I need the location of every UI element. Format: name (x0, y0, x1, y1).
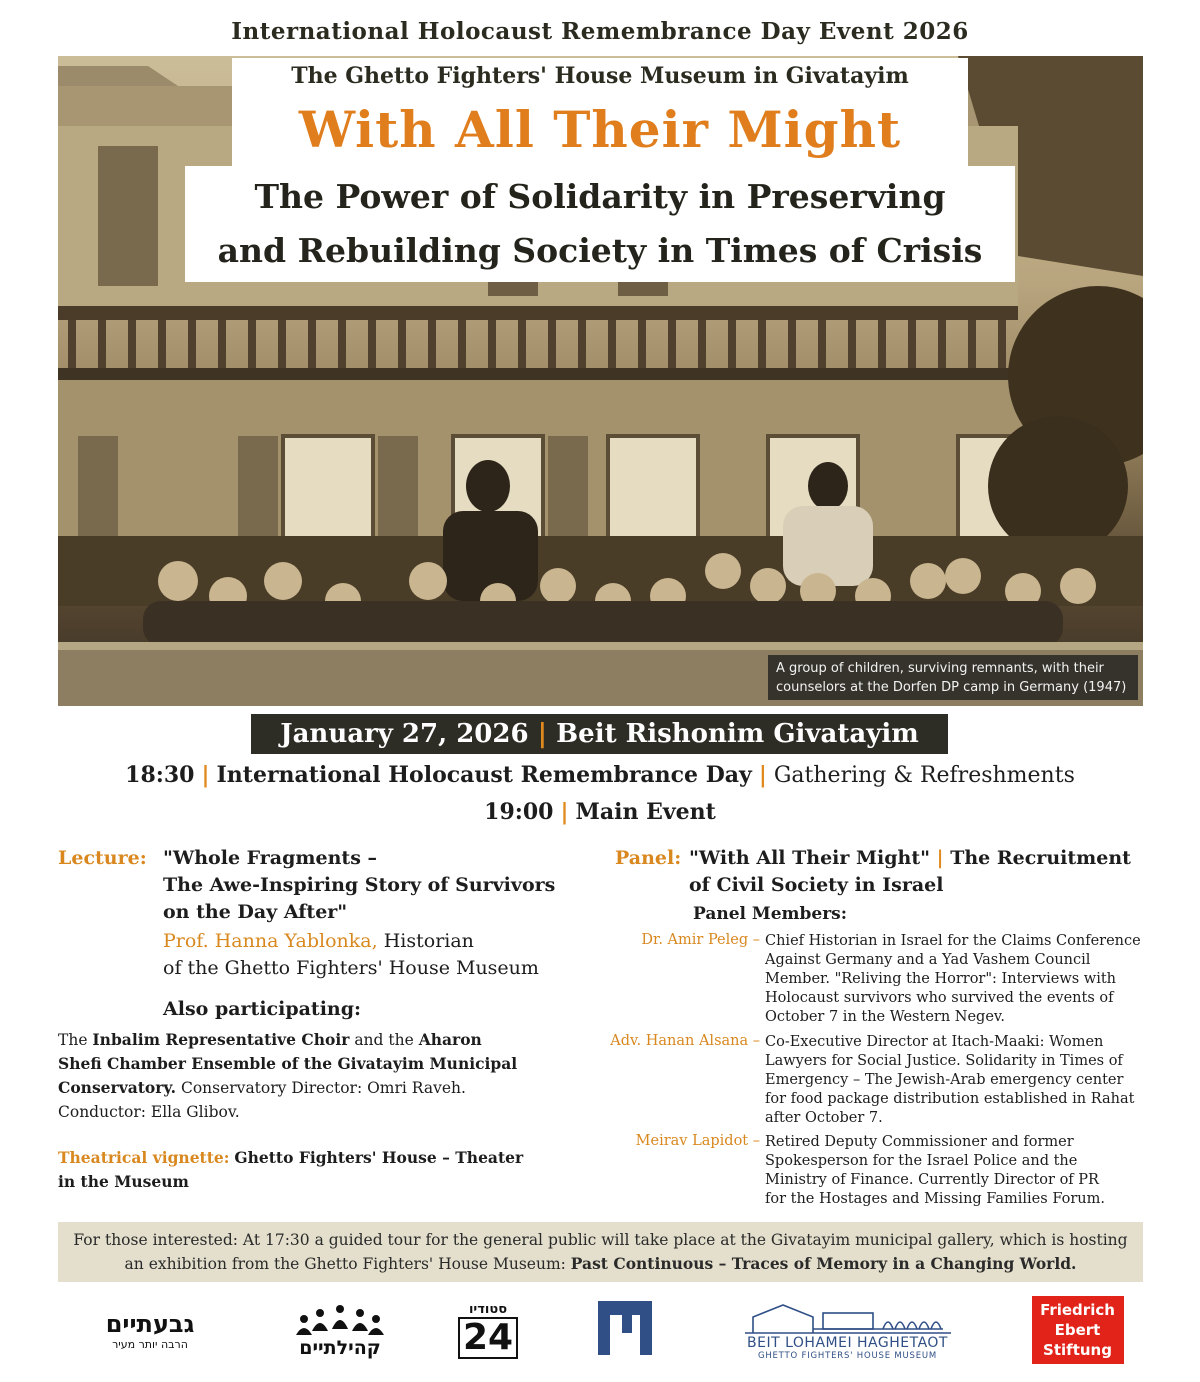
main-title: With All Their Might (298, 100, 902, 159)
museum-building-icon (743, 1299, 953, 1335)
vignette-text-2: in the Museum (58, 1172, 189, 1191)
event-line: International Holocaust Remembrance Day Event 2026 (231, 18, 969, 45)
panel-label: Panel: (615, 847, 682, 869)
event-date: January 27, 2026 (280, 719, 529, 749)
panel-members-heading: Panel Members: (693, 904, 848, 924)
photo-caption (768, 655, 1138, 700)
caption-line-1: A group of children, surviving remnants, with their (776, 661, 1104, 676)
speaker-name: Prof. Hanna Yablonka, (163, 930, 378, 952)
member-2-desc: Co-Executive Director at Itach-Maaki: Women Lawyers for Social Justice. Solidarity in Times of Emergency – The Jewish-Arab emergency center for food package distribution established in Rahat after October 7. (765, 1034, 1135, 1126)
schedule-item-2: Main Event (575, 799, 716, 825)
speaker-role-2: of the Ghetto Fighters' House Museum (163, 957, 539, 979)
note-line-1: For those interested: At 17:30 a guided tour for the general public will take place at the Givatayim municipal gallery, which is hosting (73, 1231, 1128, 1249)
people-icon (290, 1301, 390, 1337)
member-1-desc: Chief Historian in Israel for the Claims Conference Against Germany and a Yad Vashem Council Member. "Reliving the Horror": Interviews with Holocaust survivors who survived the events of October 7 in the Western Negev. (765, 933, 1141, 1025)
subtitle-line-1: The Power of Solidarity in Preserving (254, 177, 946, 216)
panel-title: "With All Their Might" | The Recruitment of Civil Society in Israel (689, 845, 1159, 899)
subtitle-line-2: and Rebuilding Society in Times of Crisis (217, 231, 983, 270)
speaker-role-1: Historian (383, 930, 474, 952)
lecture-speaker (163, 928, 583, 982)
givatayim-logo: גבעתיים הרבה יותר מעיר (105, 1309, 195, 1351)
schedule-line-1 (0, 762, 1200, 788)
panel-title-rest: The Recruitment (950, 847, 1131, 869)
time-2: 19:00 (484, 799, 554, 825)
sep-1: | (201, 762, 210, 788)
vignette-text-1: Ghetto Fighters' House – Theater (234, 1148, 524, 1167)
time-1: 18:30 (125, 762, 195, 788)
panel-title-2: of Civil Society in Israel (689, 874, 944, 896)
lecture-title (163, 845, 583, 926)
schedule-item-1-rest: Gathering & Refreshments (773, 763, 1075, 788)
sep-3: | (560, 799, 569, 825)
member-3-desc: Retired Deputy Commissioner and former Spokesperson for the Israel Police and the Ministry of Finance. Currently Director of PR for the Hostages and Missing Families Forum. (765, 1134, 1105, 1207)
museum-line: The Ghetto Fighters' House Museum in Givatayim (291, 63, 909, 89)
lecture-title-2: The Awe-Inspiring Story of Survivors (163, 874, 556, 896)
museum-line-box (232, 58, 968, 94)
schedule-item-1: International Holocaust Remembrance Day (216, 762, 752, 788)
member-1-name: Dr. Amir Peleg – (641, 932, 760, 948)
guided-tour-note (58, 1222, 1143, 1282)
museum-emblem-icon (590, 1295, 660, 1365)
participating-heading: Also participating: (163, 998, 362, 1020)
schedule-line-2 (0, 799, 1200, 825)
note-line-2: an exhibition from the Ghetto Fighters' House Museum: Past Continuous – Traces of Memory in a Changing World. (124, 1254, 1077, 1273)
lecture-title-1: "Whole Fragments – (163, 847, 378, 869)
panel-title-main: "With All Their Might" (689, 847, 931, 869)
kehilatayim-logo: קהילתיים (280, 1292, 400, 1368)
lecture-title-3: on the Day After" (163, 901, 348, 923)
vignette (58, 1146, 578, 1194)
subtitle-box (185, 166, 1015, 282)
sep-2: | (758, 762, 767, 788)
member-2-name: Adv. Hanan Alsana – (610, 1033, 760, 1049)
main-title-box (232, 94, 968, 166)
member-3-name: Meirav Lapidot – (635, 1133, 760, 1149)
fes-logo: Friedrich Ebert Stiftung (1030, 1292, 1125, 1368)
caption-line-2: counselors at the Dorfen DP camp in Germany (1947) (776, 680, 1127, 695)
vignette-label: Theatrical vignette: (58, 1148, 230, 1167)
date-separator: | (537, 719, 548, 749)
studio24-logo: סטודיו 24 (448, 1292, 528, 1368)
date-bar (251, 714, 948, 754)
lecture-label: Lecture: (58, 847, 147, 869)
participating-text: The Inbalim Representative Choir and the Aharon Shefi Chamber Ensemble of the Givatayim Municipal Conservatory. Conservatory Director: Omri Raveh. Conductor: Ella Glibov. (58, 1030, 518, 1121)
emblem-logo (585, 1292, 665, 1368)
event-venue: Beit Rishonim Givatayim (556, 719, 919, 749)
beit-lohamei-logo: BEIT LOHAMEI HAGHETAOT GHETTO FIGHTERS' HOUSE MUSEUM (735, 1292, 960, 1368)
